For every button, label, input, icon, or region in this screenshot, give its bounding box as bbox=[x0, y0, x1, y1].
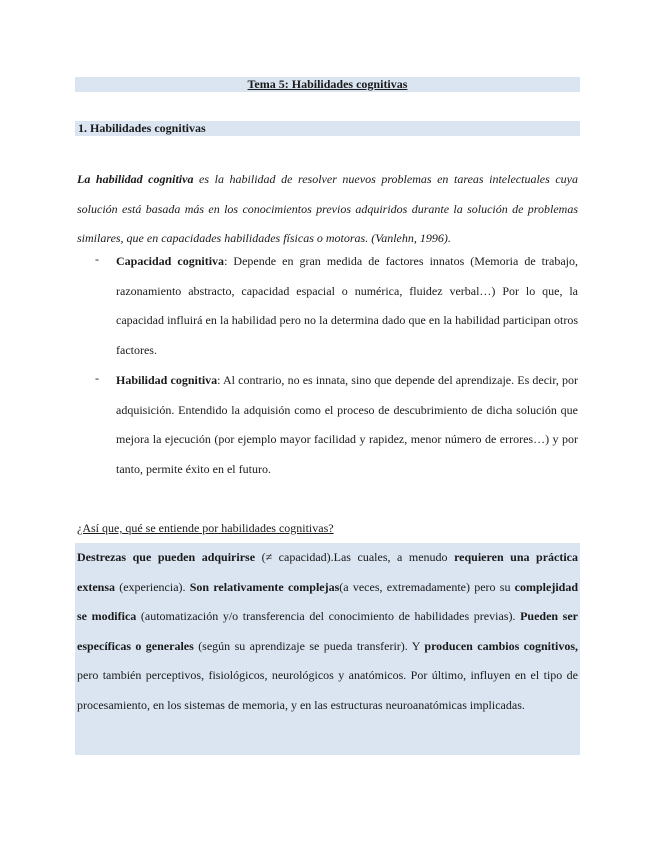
intro-term: La habilidad cognitiva bbox=[77, 172, 194, 186]
bullet-dash: - bbox=[95, 371, 99, 385]
bullet-text: : Depende en gran medida de factores innatos (Memoria de trabajo, razonamiento abstracto, capacidad espacial o numérica, fluidez verbal…) Por lo que, la capacidad influirá en la habilidad pero no la determina dado que en la habilidad participan otros factores. bbox=[116, 254, 578, 357]
bullet-dash: - bbox=[95, 252, 99, 266]
intro-paragraph bbox=[77, 165, 578, 254]
summary-text: (≠ capacidad).Las cuales, a menudo bbox=[255, 550, 455, 564]
summary-text: pero también perceptivos, fisiológicos, neurológicos y anatómicos. Por último, influyen en el tipo de procesamiento, en los sistemas de memoria, y en las estructuras neuroanatómicas implicadas. bbox=[77, 668, 578, 712]
summary-text: (según su aprendizaje se pueda transferir). Y bbox=[193, 638, 425, 653]
summary-text: (a veces, extremadamente) pero su bbox=[339, 579, 515, 594]
question-heading: ¿Así que, qué se entiende por habilidades cognitivas? bbox=[77, 521, 334, 535]
intro-text: es la habilidad de resolver nuevos problemas en tareas intelectuales cuya solución está basada más en los conocimientos previos adquiridos durante la solución de problemas similares, que en capacidades habilidades físicas o motoras. (Vanlehn, 1996). bbox=[77, 172, 578, 245]
bullet-term: Capacidad cognitiva bbox=[116, 254, 225, 268]
bullet-capacidad bbox=[116, 247, 578, 365]
summary-bold: complejidad se modifica bbox=[77, 579, 579, 623]
bullet-term: Habilidad cognitiva bbox=[116, 373, 218, 387]
summary-paragraph bbox=[77, 543, 578, 720]
bullet-text: : Al contrario, no es innata, sino que depende del aprendizaje. Es decir, por adquisición. Entendido la adquisión como el proceso de descubrimiento de dicha solución que mejora la ejecución (por ejemplo mayor facilidad y rapidez, menor número de errores…) y por tanto, permite éxito en el futuro. bbox=[116, 373, 579, 476]
summary-text: (automatización y/o transferencia del conocimiento de habilidades previas). bbox=[136, 609, 521, 623]
summary-bold: Son relativamente complejas bbox=[189, 579, 340, 594]
summary-bold: requieren una práctica extensa bbox=[77, 550, 579, 594]
summary-bold: Destrezas que pueden adquirirse bbox=[77, 550, 256, 564]
summary-bold: producen cambios cognitivos, bbox=[424, 638, 578, 653]
summary-text: (experiencia). bbox=[115, 579, 190, 594]
summary-bold: Pueden ser específicas o generales bbox=[77, 609, 579, 653]
title-band bbox=[75, 77, 580, 92]
bullet-habilidad bbox=[116, 366, 578, 484]
section-heading: 1. Habilidades cognitivas bbox=[75, 121, 580, 136]
page-title: Tema 5: Habilidades cognitivas bbox=[247, 77, 408, 91]
